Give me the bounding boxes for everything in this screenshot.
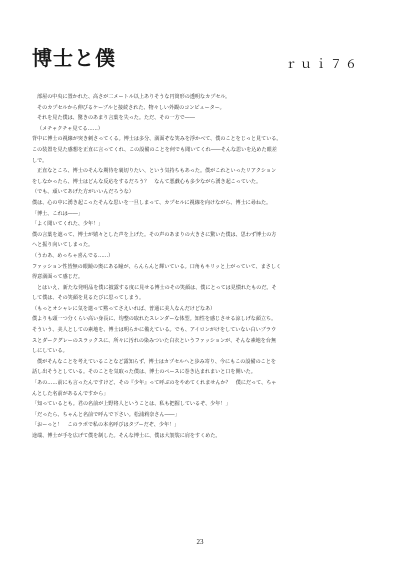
paragraph-line: 正直なところ、博士のそんな期待を裏切りたい、という気持ちもあった。僕がこれといったリアクション (37, 168, 277, 175)
paragraph-line: 「知っているとも。君の名前が上野将人ということは、私も把握しているぞ、少年！」 (32, 401, 231, 408)
paragraph-line: 「あの……前にも言ったんですけど、その『少年』って呼ぶのをやめてくれませんか？ 僕にだって、ちゃ (32, 380, 277, 387)
paragraph-line: 「おーっと！ このラボで私の本名呼びはタブーだぞ、少年！」 (32, 422, 180, 429)
paragraph-line: へと振り向いてしまった。 (32, 242, 94, 249)
story-body (32, 92, 372, 532)
paragraph-line: 僕がそんなことを考えていることなど露知らず、博士はカプセルへと歩み寄り、今にもこの設備のことを (37, 358, 276, 365)
paragraph-line: 「だったら、ちゃんと名前で呼んで下さい。松浦莉奈さん――」 (32, 411, 180, 418)
paragraph-line: んとした名前があるんですから」 (32, 390, 109, 397)
paragraph-line: 僕の言葉を遮って、博士が嬉々とした声を上げた。その声のあまりの大きさに驚いた僕は、思わず博士の方 (32, 231, 277, 238)
paragraph-line: 部屋の中央に置かれた、高さが二メートル以上ありそうな円筒形の透明なカプセル。 (37, 94, 231, 100)
paragraph-line: この装置を見た感想を正直に言ってくれ、この設備のことを何でも聞いてくれ――そんな思いを込めた眼差 (32, 146, 277, 153)
paragraph-line: そういう、美人としての素地を、博士は明らかに備えている。でも、アイロンがけをしていない白いブラウ (32, 327, 277, 334)
paragraph-line: しにしている。 (32, 348, 68, 355)
paragraph-line: スとダークグレーのスラックスに、所々に汚れの染みついた白衣というファッションが、そんな素地を台無 (32, 337, 277, 344)
paragraph-line: して僕は、その笑顔を見るたびに思ってしまう。 (32, 295, 145, 302)
paragraph-line: 話し出そうとしている。そのことを気取った僕は、博士のペースに巻き込まれまいと口を開いた。 (32, 369, 256, 376)
paragraph-line: 「博士、これは――」 (32, 210, 83, 217)
paragraph-line: そのカプセルから伸びるケーブルと接続された、物々しい外観のコンピューター。 (37, 104, 225, 111)
paragraph-line: とはいえ、新たな発明品を僕に披露する度に見せる博士のその笑顔は、僕にとっては見慣れたものだ。そ (37, 284, 277, 291)
paragraph-line: しで。 (32, 157, 48, 164)
paragraph-line: 「よく聞いてくれた、少年！」 (32, 221, 104, 228)
author-name: ｒｕｉ７６ (284, 57, 360, 71)
story-title: 博士と僕 (32, 46, 116, 70)
paragraph-line: 僕は、心の中に湧き起こったそんな思いを一旦しまって、カプセルに視線を向けながら、博士に尋ねた。 (32, 199, 272, 206)
paragraph-line: 得意満面って感じだ。 (32, 274, 83, 281)
paragraph-line: （もっとオシャレに気を遣って黙ってさえいれば、普通に美人なんだけどなあ） (32, 305, 216, 312)
paragraph-line: それを見た僕は、驚きのあまり言葉を失った。ただ、その一方で―― (37, 115, 195, 122)
paragraph-line: 途端、博士が手を広げて僕を制した。そんな博士に、僕は大袈裟に肩をすくめた。 (32, 433, 221, 439)
page-number: 23 (196, 538, 204, 546)
paragraph-line: （メチャクチャ見てる……） (37, 125, 103, 132)
paragraph-line: 僕よりも頭一つ分くらい高い身長に、均整の取れたスレンダーな体型。知性を感じさせる涼しげな顔立ち。 (32, 316, 277, 323)
paragraph-line: ファッション性皆無の眼鏡の奥にある瞳が、らんらんと輝いている。口角もキリッと上がっていて、まさしく (32, 263, 282, 270)
paragraph-line: 背中に博士の視線が突き刺さってくる。博士は多分、満面ぞな笑みを浮かべて、僕のことをじっと見ている。 (32, 136, 282, 143)
paragraph-line: （うわあ、めっちゃ喜んでる……） (32, 252, 114, 259)
paragraph-line: をしなかったら、博士はどんな反応をするだろう？ なんて悪戯心も多少ながら湧き起こっていた。 (32, 178, 262, 185)
paragraph-line: （でも、頑いてあげた方がいいんだろうな） (32, 189, 134, 196)
